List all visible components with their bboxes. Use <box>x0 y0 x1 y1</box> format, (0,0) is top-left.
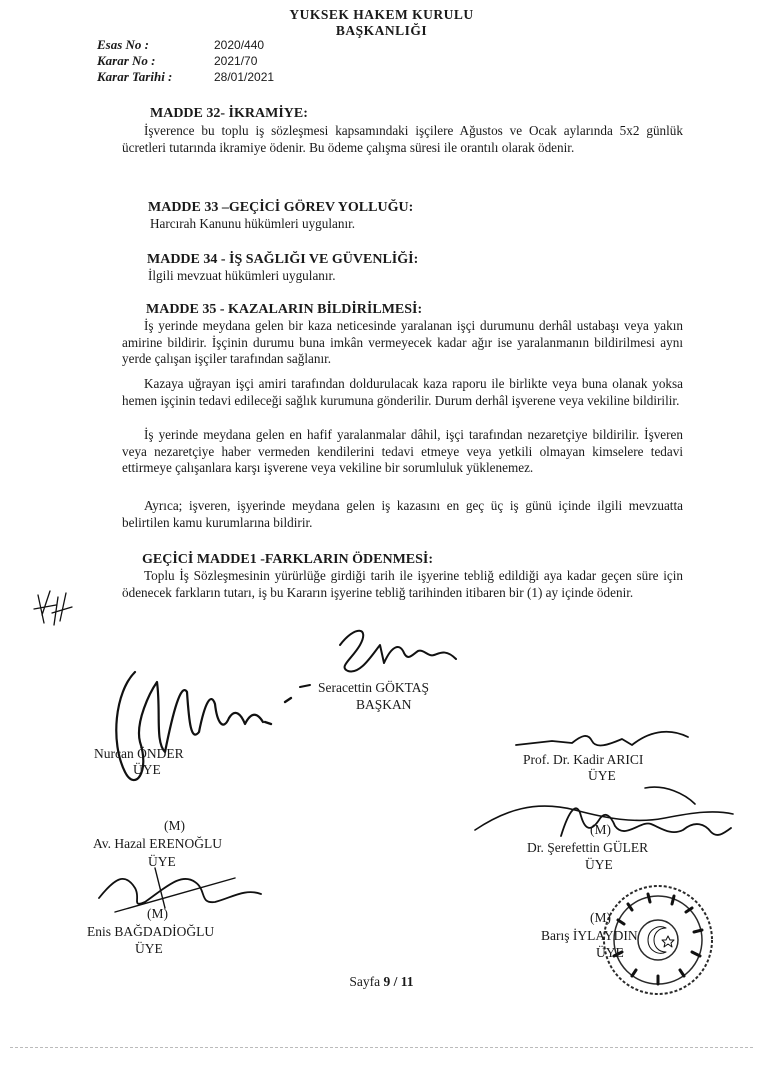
margin-initials-signature <box>30 585 75 630</box>
meta-value: 28/01/2021 <box>214 70 275 84</box>
member-arici-role: ÜYE <box>588 768 616 783</box>
member-guler-name: Dr. Şerefettin GÜLER <box>527 840 649 855</box>
article-35-paragraph-4: Ayrıca; işveren, işyerinde meydana gelen iş kazasını en geç üç iş günü içinde ilgili mevzuatta belirtilen kamu kurumlarına bildirir. <box>122 498 683 530</box>
member-iylaydin-role: ÜYE <box>596 945 624 960</box>
member-erenoglu-role: ÜYE <box>148 854 176 869</box>
member-arici-signature <box>512 725 692 755</box>
page-label: Sayfa <box>349 974 381 989</box>
chairman-name: Seracettin GÖKTAŞ <box>318 680 430 695</box>
page-number: 9 / 11 <box>383 974 414 989</box>
member-arici-name: Prof. Dr. Kadir ARICI <box>523 752 644 767</box>
member-guler-mark: (M) <box>590 822 611 837</box>
member-bagdadioglu-name: Enis BAĞDADİOĞLU <box>87 924 215 939</box>
meta-label: Karar Tarihi : <box>97 69 173 84</box>
meta-label: Karar No : <box>97 53 156 68</box>
chairman-signature <box>300 615 470 690</box>
member-iylaydin-name: Barış İYLAYDIN <box>541 928 638 943</box>
meta-label: Esas No : <box>97 37 150 52</box>
scan-edge-divider <box>10 1047 753 1049</box>
article-33-text: Harcırah Kanunu hükümleri uygulanır. <box>150 216 356 231</box>
article-34-title: MADDE 34 - İŞ SAĞLIĞI VE GÜVENLİĞİ: <box>147 252 419 267</box>
temporary-article-title: GEÇİCİ MADDE1 -FARKLARIN ÖDENMESİ: <box>142 552 434 567</box>
member-bagdadioglu-mark: (M) <box>147 906 168 921</box>
meta-row-tarih <box>97 69 274 85</box>
chairman-role: BAŞKAN <box>356 697 412 712</box>
article-33-title: MADDE 33 –GEÇİCİ GÖREV YOLLUĞU: <box>148 200 414 215</box>
meta-value: 2020/440 <box>214 38 265 52</box>
member-erenoglu-name: Av. Hazal ERENOĞLU <box>93 836 222 851</box>
member-onder-signature <box>95 652 295 802</box>
institution-department: BAŞKANLIĞI <box>335 23 428 38</box>
article-35-paragraph-1: İş yerinde meydana gelen bir kaza neticesinde yaralanan işçi durumunu derhâl ustabaşı veya yakın amirine bildirir. İşçinin durumu buna imkân vermeyecek kadar ağır ise yaralanmanın bildirilmesi aynı yerde çalışan işçiler tarafından sağlanır. <box>122 318 683 366</box>
article-32-text: İşverence bu toplu iş sözleşmesi kapsamındaki işçilere Ağustos ve Ocak aylarında 5x2 günlük ücretleri tutarında ikramiye ödenir. Bu ödeme çalışma süresi ile orantılı olarak ödenir. <box>122 123 683 155</box>
member-guler-role: ÜYE <box>585 857 613 872</box>
article-35-paragraph-3: İş yerinde meydana gelen en hafif yaralanmalar dâhil, işçi tarafından nezaretçiye bildirilir. İşveren veya nezaretçiye haber vermeden kendilerini tedavi etmeye veya yetkili olmayan kimselere tedavi ettirmeye çalışanlara karşı işverene veya vekiline bir sorumluluk yüklenemez. <box>122 427 683 475</box>
member-onder-role: ÜYE <box>133 762 161 777</box>
article-35-title: MADDE 35 - KAZALARIN BİLDİRİLMESİ: <box>146 302 423 317</box>
case-meta <box>97 37 274 85</box>
member-onder-name: Nurcan ÖNDER <box>94 746 184 761</box>
meta-row-karar <box>97 53 274 69</box>
article-34-text: İlgili mevzuat hükümleri uygulanır. <box>148 268 336 283</box>
article-32-title: MADDE 32- İKRAMİYE: <box>150 106 308 121</box>
member-erenoglu-mark: (M) <box>164 818 185 833</box>
page-footer <box>0 974 763 990</box>
member-bagdadioglu-signature <box>95 858 265 918</box>
member-iylaydin-mark: (M) <box>590 910 611 925</box>
article-35-paragraph-2: Kazaya uğrayan işçi amiri tarafından doldurulacak kaza raporu ile birlikte veya buna olanak yoksa hemen işçinin tedavi edileceği sağlık kurumuna gönderilir. Durum derhâl işverene veya vekiline bildirilir. <box>122 376 683 408</box>
temporary-article-text: Toplu İş Sözleşmesinin yürürlüğe girdiği tarih ile işyerine tebliğ edildiği aya kadar geçen süre için ödenecek farkların tutarı, iş bu Kararın işyerine tebliğ tarihinden itibaren bir (1) ay içinde ödenir. <box>122 568 683 600</box>
meta-row-esas <box>97 37 274 53</box>
institution-name: YUKSEK HAKEM KURULU <box>289 7 474 22</box>
member-bagdadioglu-role: ÜYE <box>135 941 163 956</box>
meta-value: 2021/70 <box>214 54 258 68</box>
